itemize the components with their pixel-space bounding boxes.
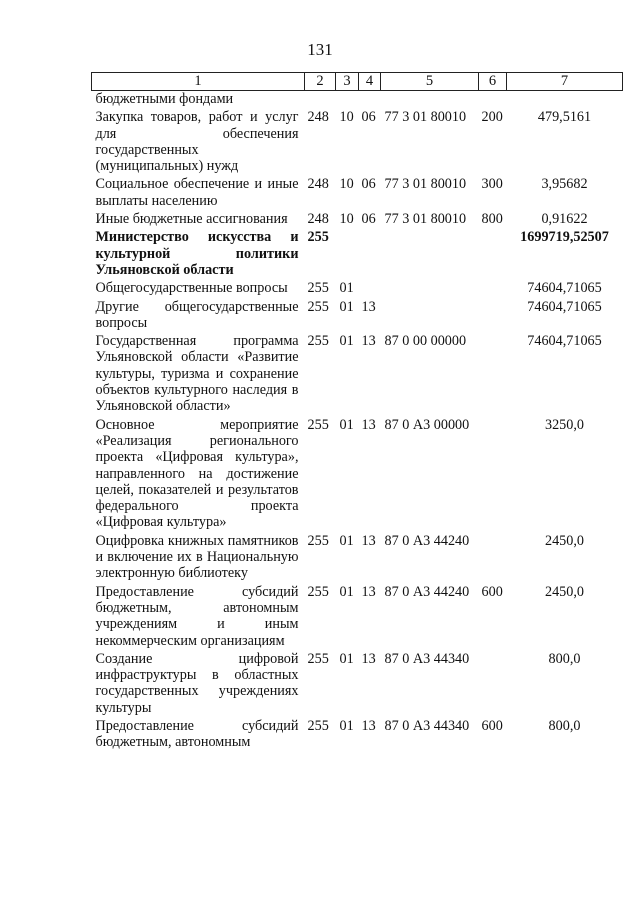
row-code-6: 600 (481, 717, 503, 734)
row-name: Предоставление субсидий бюджетным, автономным (95, 717, 299, 751)
budget-table (91, 72, 623, 753)
row-code-5: 87 0 А3 44340 (384, 650, 470, 667)
row-amount: 74604,71065 (527, 333, 602, 350)
column-header-3: 3 (336, 73, 359, 91)
row-code-4 (359, 280, 381, 298)
row-code-3: 01 (339, 650, 354, 667)
row-code-2: 248 (307, 211, 329, 228)
row-amount: 800,0 (548, 650, 581, 667)
row-name: Оцифровка книжных памятников и включение их в Национальную электронную библиотеку (95, 532, 299, 582)
row-code-5: 87 0 А3 44240 (384, 583, 470, 600)
row-code-4 (359, 91, 381, 110)
row-code-6: 300 (481, 176, 503, 193)
table-row (92, 417, 623, 533)
row-name: Министерство искусства и культурной политики Ульяновской области (95, 229, 299, 278)
row-name: бюджетными фондами (95, 91, 234, 107)
row-code-2: 248 (307, 109, 329, 126)
table-row (92, 651, 623, 718)
row-code-3 (336, 229, 359, 280)
column-header-6: 6 (479, 73, 507, 91)
row-code-4: 06 (361, 176, 376, 193)
column-header-2: 2 (305, 73, 336, 91)
row-code-3: 01 (339, 532, 354, 549)
row-amount: 2450,0 (544, 532, 584, 549)
row-code-4: 13 (361, 333, 376, 350)
row-code-6 (479, 280, 507, 298)
row-amount: 479,5161 (537, 109, 592, 126)
row-amount: 3250,0 (544, 416, 584, 433)
table-row (92, 211, 623, 229)
row-code-3: 10 (339, 211, 354, 228)
row-code-6 (479, 333, 507, 416)
table-row (92, 533, 623, 584)
row-code-5: 77 3 01 80010 (384, 109, 467, 126)
row-name: Предоставление субсидий бюджетным, автономным учреждениям и иным некоммерческим организациям (95, 583, 299, 649)
row-code-2: 255 (307, 333, 329, 350)
row-code-3: 10 (339, 176, 354, 193)
row-code-5 (381, 280, 479, 298)
row-code-6 (479, 533, 507, 584)
row-code-4: 13 (361, 532, 376, 549)
row-code-4: 06 (361, 211, 376, 228)
table-row (92, 718, 623, 753)
header-row (92, 73, 623, 91)
row-code-4: 06 (361, 109, 376, 126)
row-code-6: 800 (481, 211, 503, 228)
row-amount: 800,0 (548, 717, 581, 734)
table-body (92, 91, 623, 753)
row-code-2 (305, 91, 336, 110)
row-code-2: 255 (307, 532, 329, 549)
row-code-2: 255 (307, 650, 329, 667)
row-name: Основное мероприятие «Реализация регионального проекта «Цифровая культура», направленного на достижение целей, показателей и результатов федерального проекта «Цифровая культура» (95, 416, 299, 531)
row-code-3: 10 (339, 109, 354, 126)
row-code-5: 87 0 А3 44340 (384, 717, 470, 734)
column-header-7: 7 (507, 73, 623, 91)
row-code-4: 13 (361, 416, 376, 433)
row-code-5: 77 3 01 80010 (384, 211, 467, 228)
row-code-2: 255 (307, 229, 329, 246)
row-code-6 (479, 417, 507, 533)
row-code-2: 255 (307, 298, 329, 315)
row-amount: 0,91622 (541, 211, 588, 228)
row-amount: 3,95682 (541, 176, 588, 193)
column-header-4: 4 (359, 73, 381, 91)
row-code-5: 87 0 А3 44240 (384, 532, 470, 549)
table-row (92, 333, 623, 416)
table-row (92, 584, 623, 651)
row-code-4: 13 (361, 298, 376, 315)
row-code-3: 01 (339, 298, 354, 315)
row-code-6 (479, 651, 507, 718)
row-code-5 (381, 91, 479, 110)
row-code-3: 01 (339, 717, 354, 734)
row-code-5 (381, 299, 479, 334)
table-row (92, 91, 623, 110)
row-amount (507, 91, 623, 110)
table-row (92, 176, 623, 211)
row-code-2: 255 (307, 717, 329, 734)
row-code-6: 200 (481, 109, 503, 126)
row-code-4: 13 (361, 717, 376, 734)
row-code-5: 87 0 00 00000 (384, 333, 467, 350)
row-code-3: 01 (339, 280, 354, 297)
row-name: Иные бюджетные ассигнования (95, 211, 288, 228)
column-header-5: 5 (381, 73, 479, 91)
row-code-4: 13 (361, 583, 376, 600)
row-code-3: 01 (339, 333, 354, 350)
row-code-6 (479, 299, 507, 334)
table-row (92, 229, 623, 280)
page-number: 131 (307, 40, 333, 59)
row-name: Другие общегосударственные вопросы (95, 298, 299, 331)
row-code-6 (479, 229, 507, 280)
row-code-3: 01 (339, 583, 354, 600)
column-header-1: 1 (92, 73, 305, 91)
row-code-6: 600 (481, 583, 503, 600)
row-name: Государственная программа Ульяновской области «Развитие культуры, туризма и сохранение объектов культурного наследия в Ульяновской области» (95, 333, 299, 415)
table-row (92, 109, 623, 176)
row-code-2: 255 (307, 280, 329, 297)
row-amount: 2450,0 (544, 583, 584, 600)
row-amount: 1699719,52507 (520, 229, 609, 246)
row-name: Общегосударственные вопросы (95, 280, 288, 297)
row-code-3: 01 (339, 416, 354, 433)
row-code-2: 255 (307, 416, 329, 433)
row-amount: 74604,71065 (527, 280, 602, 297)
table-row (92, 280, 623, 298)
row-code-5: 87 0 А3 00000 (384, 416, 470, 433)
row-code-4 (359, 229, 381, 280)
row-code-4: 13 (361, 650, 376, 667)
row-name: Закупка товаров, работ и услуг для обеспечения государственных (муниципальных) нужд (95, 109, 299, 175)
row-code-2: 248 (307, 176, 329, 193)
row-code-5 (381, 229, 479, 280)
row-name: Создание цифровой инфраструктуры в областных государственных учреждениях культуры (95, 650, 299, 716)
row-code-2: 255 (307, 583, 329, 600)
row-code-5: 77 3 01 80010 (384, 176, 467, 193)
row-amount: 74604,71065 (527, 298, 602, 315)
row-code-6 (479, 91, 507, 110)
row-code-3 (336, 91, 359, 110)
row-name: Социальное обеспечение и иные выплаты населению (95, 176, 299, 209)
table-row (92, 299, 623, 334)
